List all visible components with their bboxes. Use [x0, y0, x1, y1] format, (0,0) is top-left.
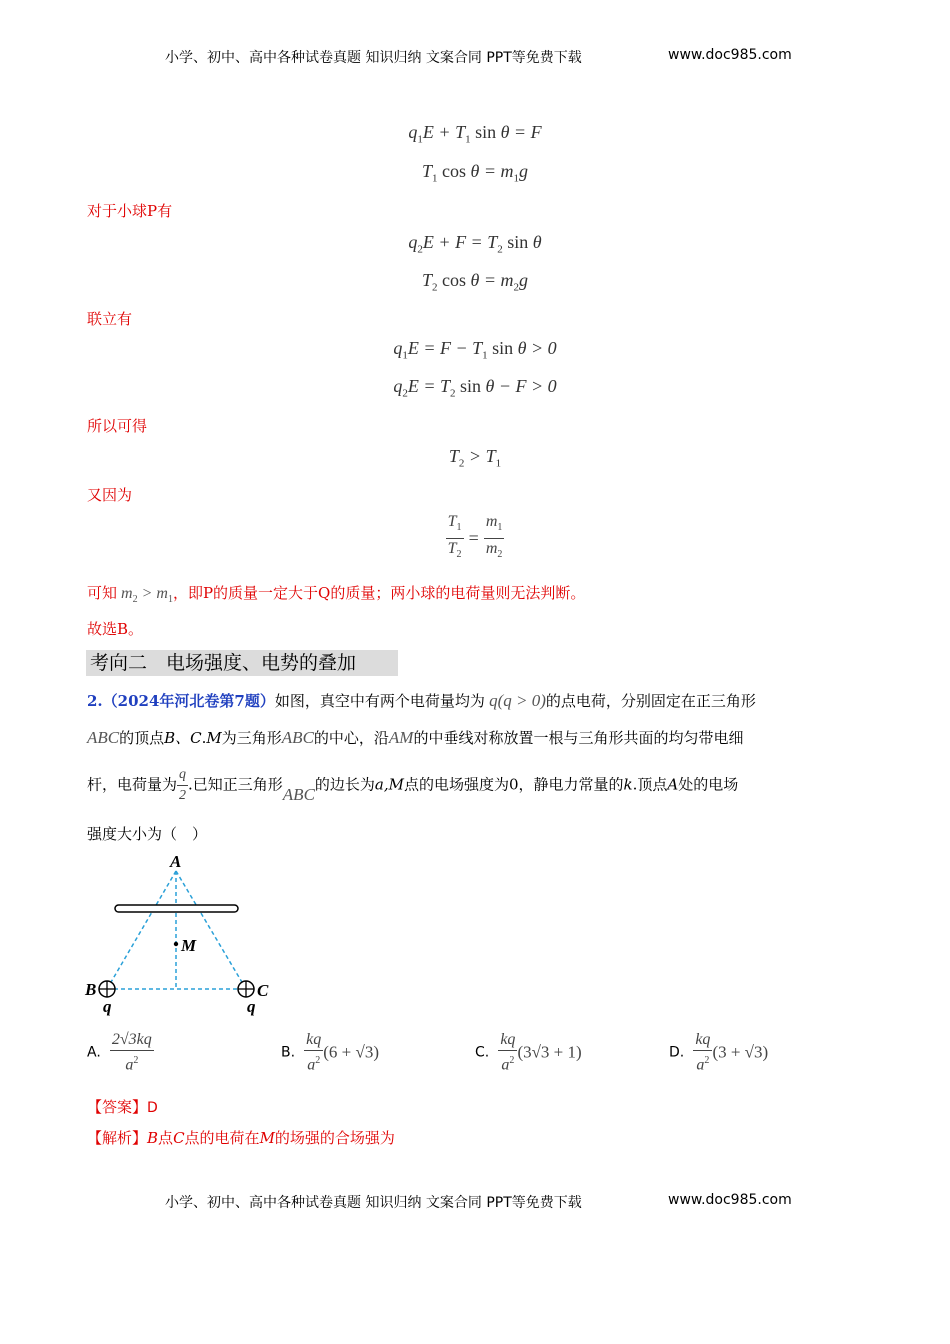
conclusion-line: 可知 $m_2 > m_1$，即P的质量一定大于Q的质量；两小球的电荷量则无法判断。	[87, 584, 586, 606]
question-line-2: ABC的顶点B、C.M为三角形ABC的中心，沿AM的中垂线对称放置一根与三角形共面的均匀带电细	[87, 728, 744, 747]
page-footer-text: 小学、初中、高中各种试卷真题 知识归纳 文案合同 PPT等免费下载	[165, 1195, 582, 1211]
equation-q2E-ineq: $q_2E = T_2$ sin θ − F > 0	[393, 376, 557, 400]
choose-answer: 故选B。	[87, 620, 144, 638]
section-title: 考向二 电场强度、电势的叠加	[86, 650, 398, 676]
question-line-1: 2.（2024年河北卷第7题）如图，真空中有两个电荷量均为 q(q > 0)的点电荷，分别固定在正三角形	[87, 691, 756, 710]
charged-rod	[115, 905, 238, 912]
equation-T1cos: $T_1$ $\cos \theta = m_1g$	[421, 161, 528, 185]
center-point-M	[174, 942, 178, 946]
label-M: M	[181, 936, 197, 955]
triangle-side-AB	[107, 871, 176, 989]
page-footer-url[interactable]: www.doc985.com	[668, 1192, 792, 1208]
equation-T2-gt-T1: $T_2 > T_1$	[448, 446, 502, 470]
option-A[interactable]: A. $\frac{2√3kq}{a^2}$	[87, 1031, 152, 1074]
equation-q1E-ineq: $q_1E = F - T_1$ sin θ > 0	[393, 338, 557, 362]
label-combine: 联立有	[87, 310, 133, 328]
label-C: C	[257, 981, 269, 1000]
label-B: B	[85, 980, 97, 999]
equation-q2E: $q_2E + F = T_2$ sin θ	[408, 232, 542, 256]
analysis-line: 【解析】B点C点的电荷在M的场强的合场强为	[87, 1129, 395, 1147]
answer-line: 【答案】D	[87, 1098, 158, 1116]
page-header-text: 小学、初中、高中各种试卷真题 知识归纳 文案合同 PPT等免费下载	[165, 50, 582, 66]
label-q-B: q	[103, 997, 112, 1016]
option-B[interactable]: B. $\frac{kq}{a^2}$ (6 + √3)	[281, 1031, 380, 1074]
label-therefore: 所以可得	[87, 417, 148, 435]
label-q-C: q	[247, 997, 256, 1016]
triangle-figure	[80, 850, 280, 1020]
equation-q1E: $q_1E + T_1$ sin θ = F	[408, 122, 542, 146]
equation-T2cos: $T_2$ $\cos \theta = m_2g$	[421, 270, 528, 294]
option-D[interactable]: D. $\frac{kq}{a^2}$ (3 + √3)	[669, 1031, 769, 1074]
option-C[interactable]: C. $\frac{kq}{a^2}$ (3√3 + 1)	[475, 1031, 582, 1074]
question-line-3: 杆，电荷量为 $\frac{q}{2}$ .已知正三角形ABC的边长为a,M点的电场强度为0，静电力常量的k.顶点A处的电场	[87, 767, 739, 804]
label-A: A	[170, 852, 182, 871]
triangle-side-AC	[176, 871, 246, 989]
page-header-url[interactable]: www.doc985.com	[668, 47, 792, 63]
question-line-4: 强度大小为（ ）	[87, 825, 208, 843]
label-because: 又因为	[87, 486, 133, 504]
equation-ratio: $\frac{T_1}{T_2}$ = $\frac{m_1}{m_2}$	[447, 513, 503, 561]
label-for-P: 对于小球P有	[87, 202, 173, 220]
